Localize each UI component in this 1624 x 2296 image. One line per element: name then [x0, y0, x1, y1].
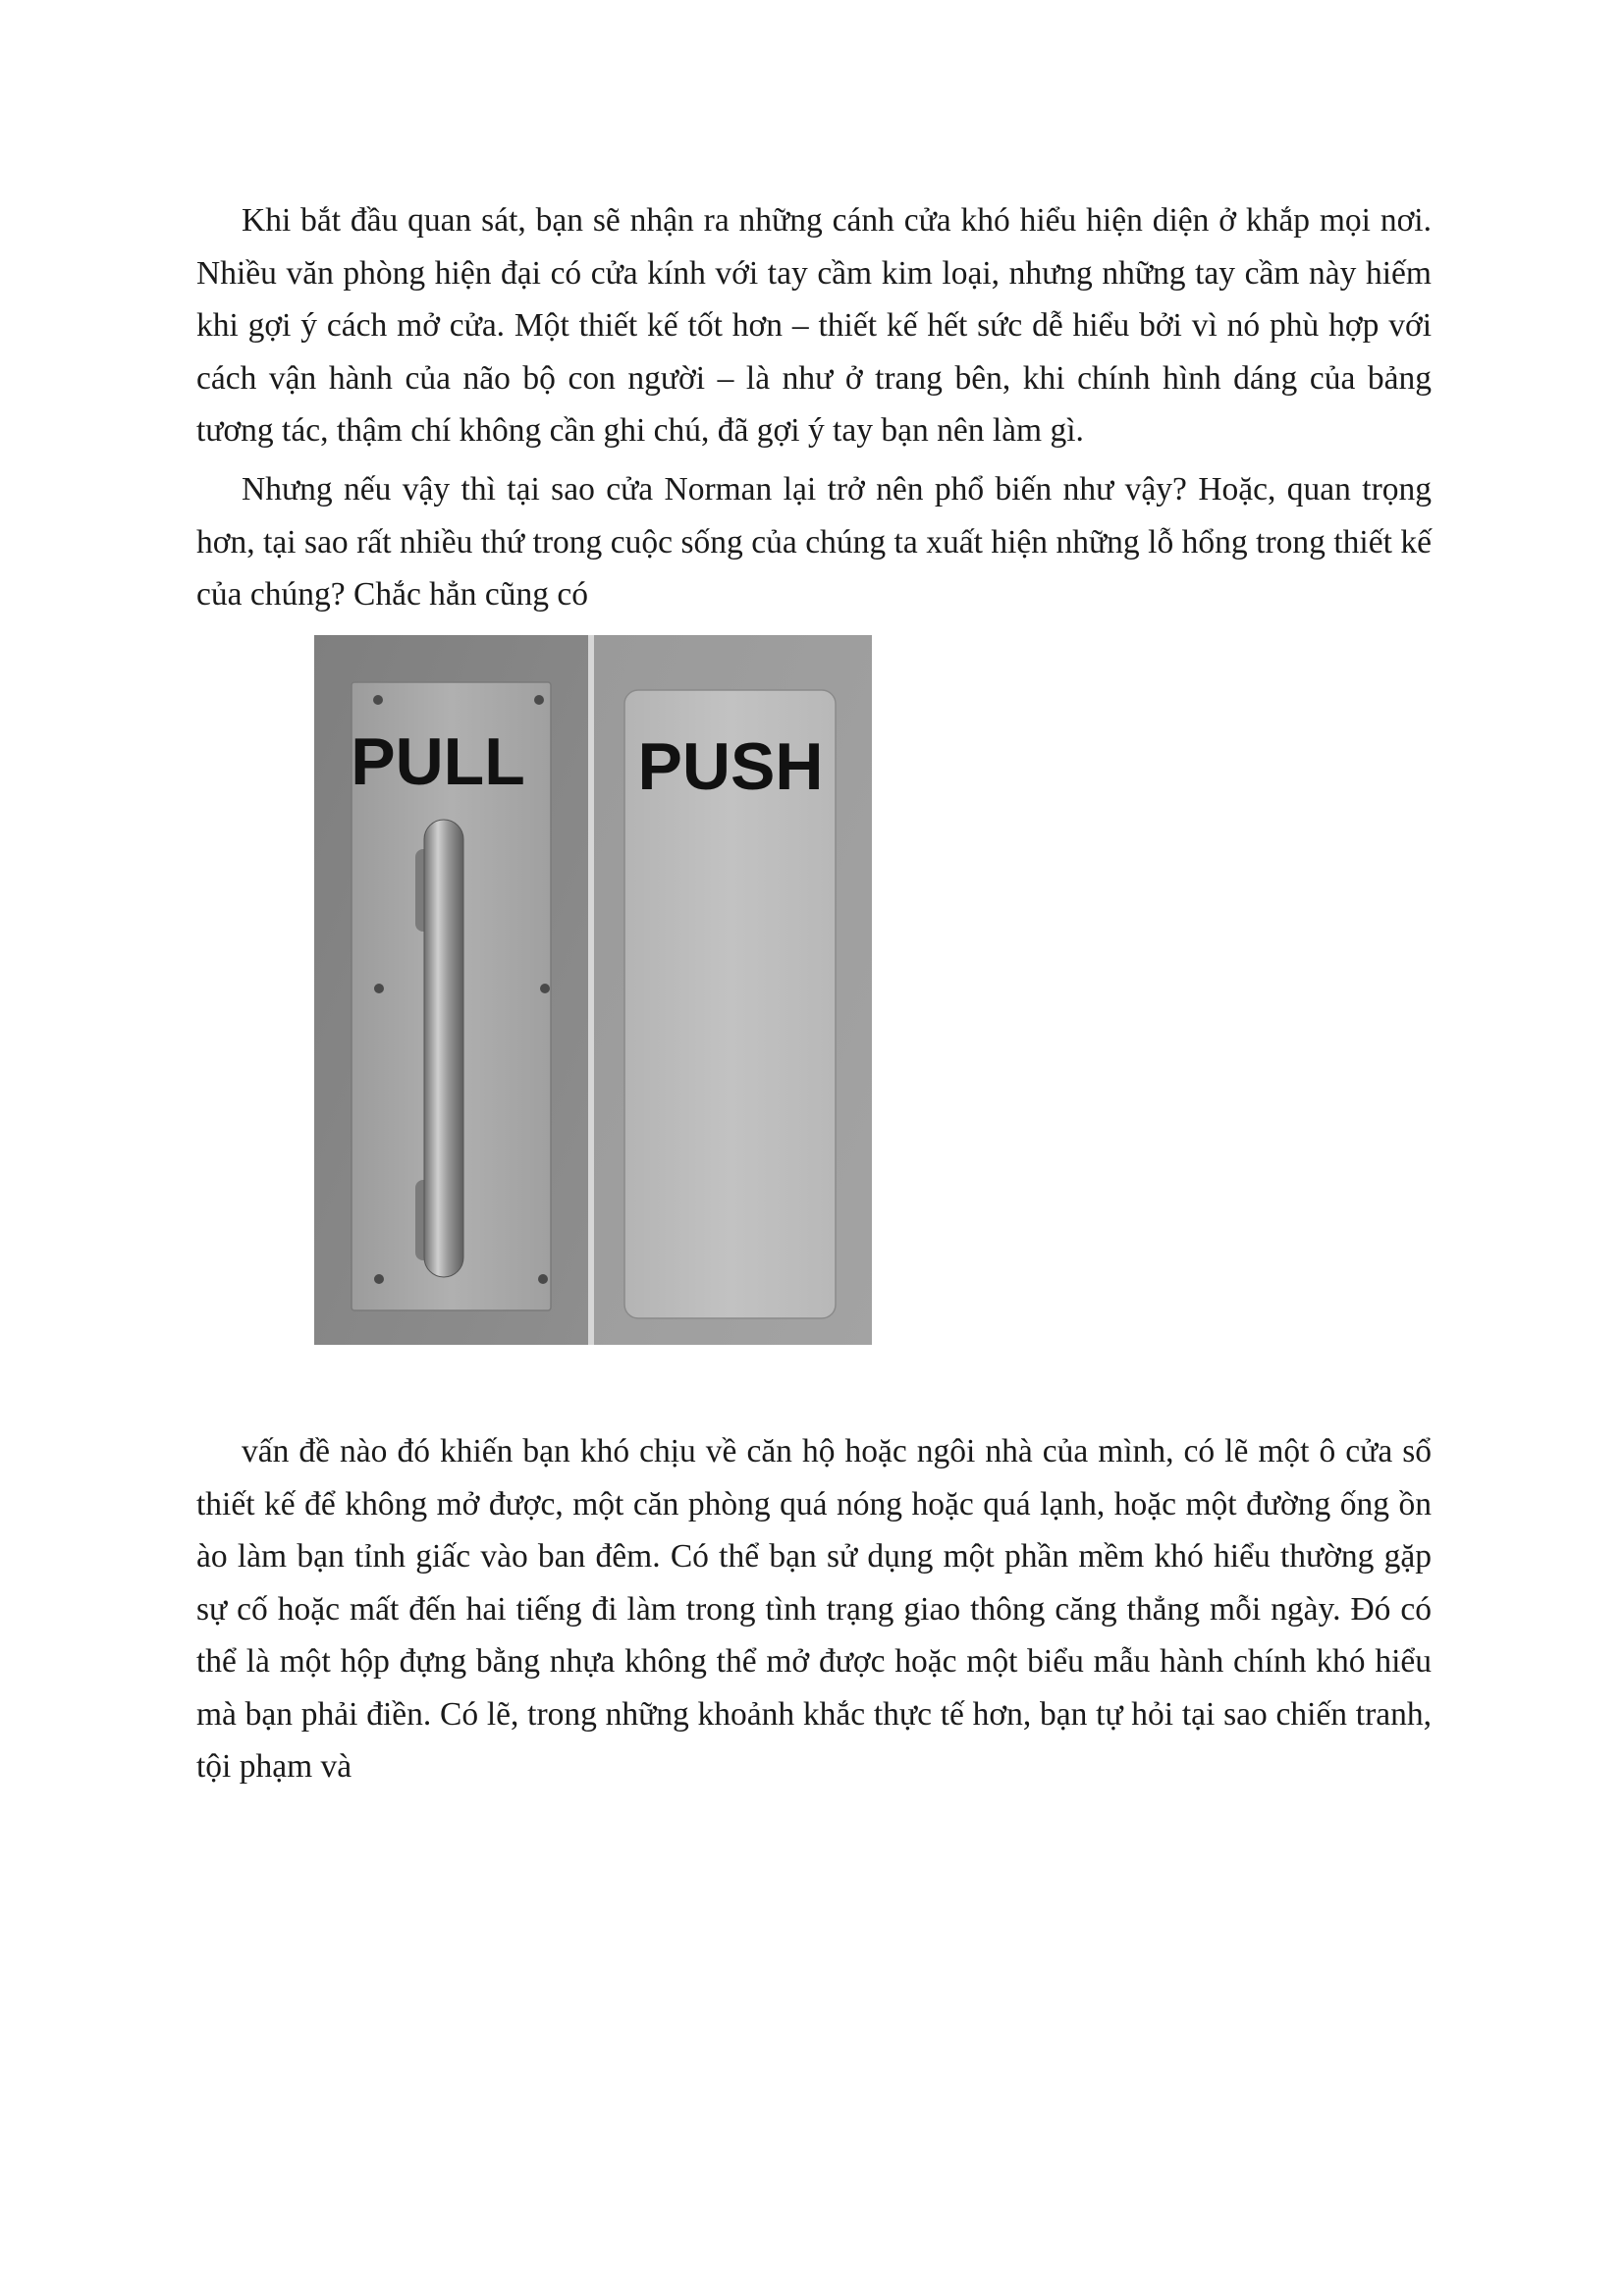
body-paragraph-2: Nhưng nếu vậy thì tại sao cửa Norman lại trở nên phổ biến như vậy? Hoặc, quan trọng hơn, tại sao rất nhiều thứ trong cuộc sống của chúng ta xuất hiện những lỗ hổng trong thiết kế của chúng? Chắc hẳn cũng có	[196, 471, 1432, 613]
body-paragraph-1: Khi bắt đầu quan sát, bạn sẽ nhận ra những cánh cửa khó hiểu hiện diện ở khắp mọi nơi. Nhiều văn phòng hiện đại có cửa kính với tay cầm kim loại, nhưng những tay cầm này hiếm khi gợi ý cách mở cửa. Một thiết kế tốt hơn – thiết kế hết sức dễ hiểu bởi vì nó phù hợp với cách vận hành của não bộ con người – là như ở trang bên, khi chính hình dáng của bảng tương tác, thậm chí không cần ghi chú, đã gợi ý tay bạn nên làm gì.	[196, 202, 1432, 449]
body-paragraph-3: vấn đề nào đó khiến bạn khó chịu về căn hộ hoặc ngôi nhà của mình, có lẽ một ô cửa sổ thiết kế để không mở được, một căn phòng quá nóng hoặc quá lạnh, hoặc một đường ống ồn ào làm bạn tỉnh giấc vào ban đêm. Có thể bạn sử dụng một phần mềm khó hiểu thường gặp sự cố hoặc mất đến hai tiếng đi làm trong tình trạng giao thông căng thẳng mỗi ngày. Đó có thể là một hộp đựng bằng nhựa không thể mở được hoặc một biểu mẫu hành chính khó hiểu mà bạn phải điền. Có lẽ, trong những khoảnh khắc thực tế hơn, bạn tự hỏi tại sao chiến tranh, tội phạm và	[196, 1433, 1432, 1785]
door-gap	[588, 635, 594, 1345]
door-plates-illustration	[314, 635, 872, 1345]
door-plates-photo	[314, 635, 872, 1345]
push-label: PUSH	[637, 729, 824, 804]
pull-label: PULL	[351, 724, 525, 799]
